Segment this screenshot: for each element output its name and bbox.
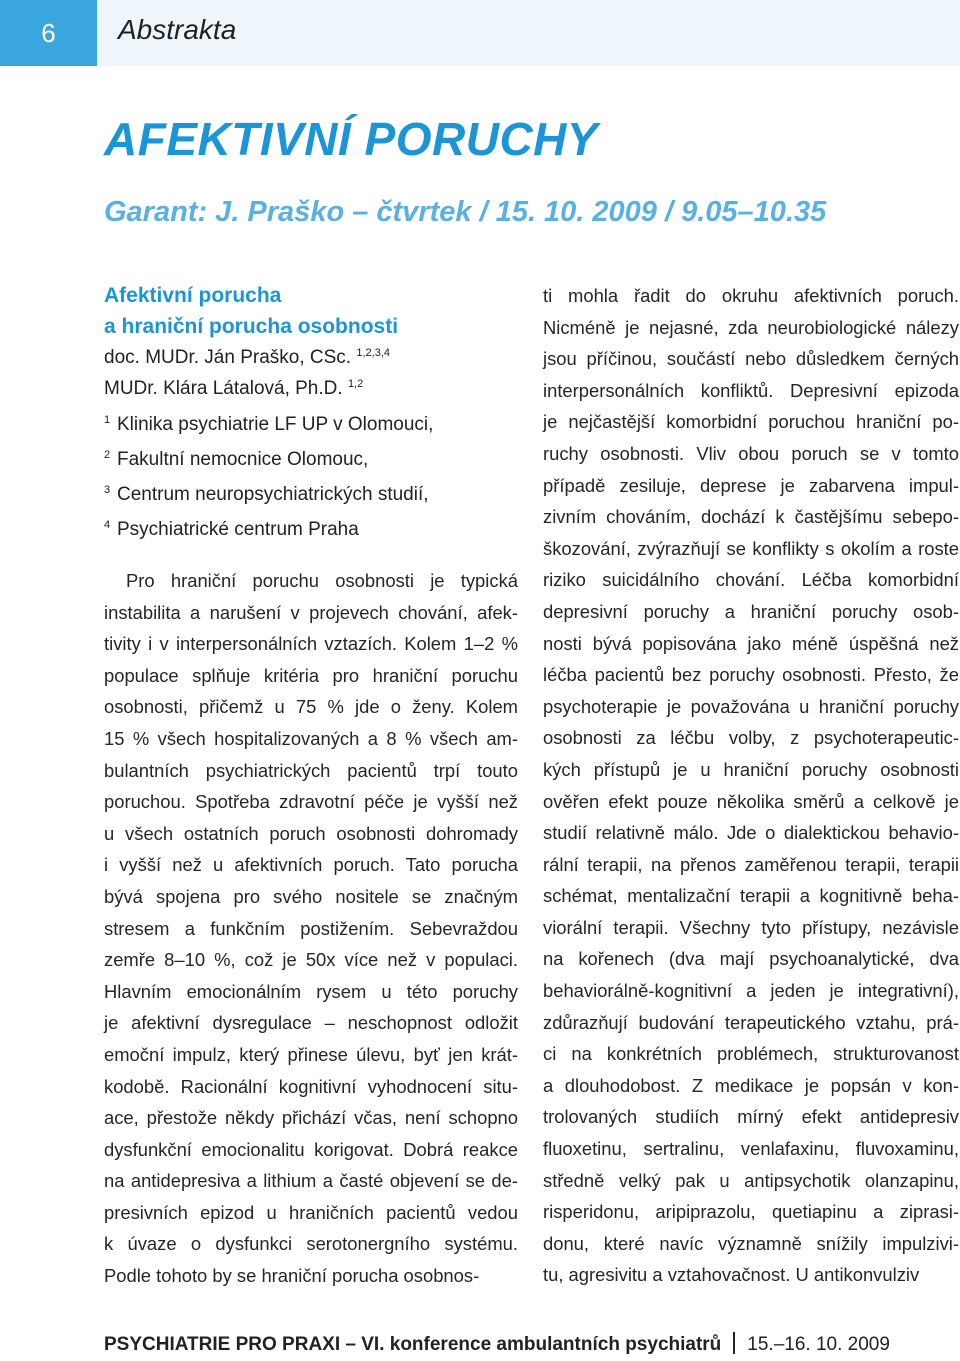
affiliation-text: Fakultní nemocnice Olomouc, — [117, 449, 369, 470]
text-line: zdůrazňují budování terapeutického vztahu, prá- — [543, 1011, 959, 1033]
affiliation-number: 2 — [104, 449, 111, 461]
text-line: rální terapii, na přenos zaměřenou terapii, terapii — [543, 853, 959, 875]
section-title: AFEKTIVNÍ PORUCHY — [104, 113, 599, 165]
text-line: instabilita a narušení v projevech chování, afek- — [104, 601, 518, 623]
author-affiliation-refs: 1,2 — [347, 378, 364, 390]
text-line: případě zesiluje, deprese je zabarvena impul- — [543, 474, 959, 496]
author — [104, 373, 524, 404]
affiliation-number: 4 — [104, 519, 111, 531]
page-footer — [104, 1332, 890, 1356]
text-line: zivním chováním, dochází k častějšímu sebepo- — [543, 506, 959, 528]
text-line: ověřen efekt pouze několika směrů a celkově je — [543, 790, 959, 812]
affiliation — [104, 475, 524, 510]
author — [104, 342, 524, 373]
author-affiliation-refs: 1,2,3,4 — [356, 347, 390, 359]
text-line: bulantních psychiatrických pacientů trpí touto — [104, 759, 518, 781]
affiliation-text: Klinika psychiatrie LF UP v Olomouci, — [117, 414, 434, 435]
article-title-line: a hraniční porucha osobnosti — [104, 315, 399, 338]
text-line: Podle tohoto by se hraniční porucha osobnos- — [104, 1265, 480, 1287]
affiliation — [104, 440, 524, 475]
text-line: jsou příčinou, součástí nebo důsledkem černých — [543, 348, 959, 370]
text-line: ruchy osobnosti. Vliv obou poruch se v tomto — [543, 442, 959, 464]
affiliation-number: 3 — [104, 484, 111, 496]
text-line: depresivní poruchy a hraniční poruchy osob- — [543, 600, 959, 622]
text-line: u všech ostatních poruch osobnosti dohromady — [104, 822, 518, 844]
footer-separator — [733, 1332, 735, 1354]
author-list — [104, 342, 524, 404]
text-line: osobnosti za léčbu volby, z psychoterapeutic- — [543, 727, 959, 749]
text-line: 15 % všech hospitalizovaných a 8 % všech am- — [104, 727, 518, 749]
text-line: kodobě. Racionální kognitivní vyhodnocení situ- — [104, 1075, 518, 1097]
text-line: trolovaných studiích mírný efekt antidepresiv — [543, 1106, 959, 1128]
text-line: stresem a funkčním postižením. Sebevraždou — [104, 917, 518, 939]
text-line: zemře 8–10 %, což je 50x více než v populaci. — [104, 949, 518, 971]
affiliation — [104, 510, 524, 545]
text-line: behaviorálně-kognitivní a jeden je integrativní), — [543, 980, 959, 1002]
text-line: a dlouhodobost. Z medikace je popsán v kon- — [543, 1074, 959, 1096]
text-line: poruchou. Spotřeba zdravotní péče je vyšší než — [104, 791, 518, 813]
text-line: Hlavním emocionálním rysem u této poruchy — [104, 980, 518, 1002]
text-line: ace, přestože někdy přichází včas, není schopno — [104, 1107, 518, 1129]
text-line: ci na konkrétních problémech, strukturovanost — [543, 1043, 959, 1065]
text-line: na antidepresiva a lithium a časté objevení se de- — [104, 1170, 518, 1192]
author-name: doc. MUDr. Ján Praško, CSc. — [104, 347, 352, 368]
article-title-line: Afektivní porucha — [104, 284, 282, 307]
text-line: bývá spojena pro svého nositele se značným — [104, 885, 518, 907]
text-line: k úvaze o dysfunkci serotonergního systému. — [104, 1233, 518, 1255]
text-line: dysfunkční emocionalitu korigovat. Dobrá reakce — [104, 1138, 518, 1160]
affiliation-list — [104, 405, 524, 545]
affiliation — [104, 405, 524, 440]
text-line: nosti bývá popisována jako méně úspěšná než — [543, 632, 959, 654]
text-line: tivity i v interpersonálních vztazích. Kolem 1–2 % — [104, 633, 518, 655]
affiliation-number: 1 — [104, 414, 111, 426]
text-line: viorální terapii. Všechny tyto přístupy, nezávisle — [543, 916, 959, 938]
page-header — [0, 0, 960, 66]
text-line: schémat, mentalizační terapii a kognitivně beha- — [543, 885, 959, 907]
text-line: Pro hraniční poruchu osobnosti je typická — [126, 570, 518, 591]
text-line: riziko suicidálního chování. Léčba komorbidní — [543, 569, 959, 591]
text-line: tu, agresivitu a vztahovačnost. U antikonvulziv — [543, 1264, 920, 1286]
text-line: interpersonálních konfliktů. Depresivní epizoda — [543, 379, 959, 401]
text-line: škozování, zvýrazňují se konflikty s okolím a roste — [543, 537, 959, 559]
text-line: i vyšší než u afektivních poruch. Tato porucha — [104, 854, 518, 876]
text-line: středně velký pak u antipsychotik olanzapinu, — [543, 1169, 959, 1191]
section-name: Abstrakta — [118, 14, 237, 45]
text-line: presivních epizod u hraničních pacientů vedou — [104, 1201, 518, 1223]
affiliation-text: Psychiatrické centrum Praha — [117, 519, 359, 540]
article-title — [104, 280, 524, 342]
text-line: Nicméně je nejasné, zda neurobiologické nálezy — [543, 316, 959, 338]
page-number: 6 — [0, 0, 97, 66]
text-line: studií relativně málo. Jde o dialektickou behavio- — [543, 822, 959, 844]
section-subtitle: Garant: J. Praško – čtvrtek / 15. 10. 2009 / 9.05–10.35 — [104, 196, 827, 228]
text-line: kých přístupů je u hraniční poruchy osobnosti — [543, 758, 959, 780]
text-line: léčba pacientů bez poruchy osobnosti. Přesto, že — [543, 664, 959, 686]
text-line: ti mohla řadit do okruhu afektivních poruch. — [543, 285, 959, 306]
text-line: populace splňuje kritéria pro hraniční poruchu — [104, 664, 518, 686]
text-line: psychoterapie je považována u hraniční poruchy — [543, 695, 959, 717]
text-line: emoční impulz, který přinese úlevu, byť jen krát- — [104, 1043, 518, 1065]
text-line: risperidonu, aripiprazolu, quetiapinu a ziprasi- — [543, 1201, 959, 1223]
footer-dates: 15.–16. 10. 2009 — [747, 1334, 890, 1355]
text-line: osobnosti, přičemž u 75 % jde o ženy. Kolem — [104, 696, 518, 718]
abstract-left-column — [104, 565, 518, 1292]
author-name: MUDr. Klára Látalová, Ph.D. — [104, 378, 343, 399]
text-line: na kořenech (dva mají psychoanalytické, dva — [543, 948, 959, 970]
text-line: je nejčastější komorbidní poruchou hraniční po- — [543, 411, 959, 433]
text-line: je afektivní dysregulace – neschopnost odložit — [104, 1012, 518, 1034]
text-line: donu, které navíc významně snížily impulzivi- — [543, 1232, 959, 1254]
footer-journal: PSYCHIATRIE PRO PRAXI – VI. konference ambulantních psychiatrů — [104, 1334, 722, 1355]
affiliation-text: Centrum neuropsychiatrických studií, — [117, 484, 429, 505]
abstract-right-column — [543, 280, 959, 1291]
text-line: fluoxetinu, sertralinu, venlafaxinu, fluvoxaminu, — [543, 1138, 959, 1160]
